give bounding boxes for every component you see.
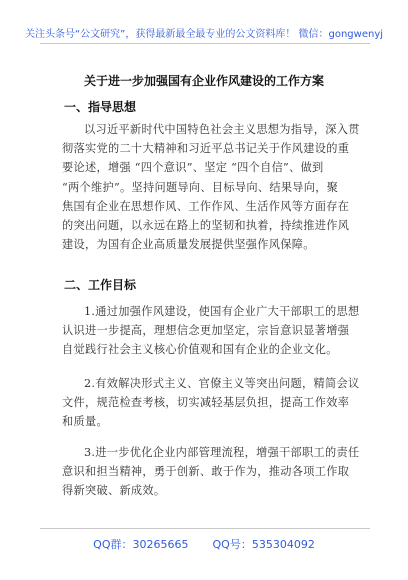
qq-number: 535304092	[251, 538, 315, 551]
paragraph-line: 自觉践行社会主义核心价值观和国有企业的企业文化。	[62, 343, 338, 357]
qq-number-label: QQ号：	[212, 538, 252, 551]
document-title: 关于进一步加强国有企业作风建设的工作方案	[83, 74, 324, 88]
footer	[0, 536, 408, 552]
qq-group-number: 30265665	[132, 538, 189, 551]
paragraph-line: 以习近平新时代中国特色社会主义思想为指导，深入贯	[84, 123, 360, 136]
paragraph-line: 的突出问题，以永远在路上的坚韧和执着，持续推进作风	[62, 219, 350, 233]
paragraph-line: 2.有效解决形式主义、官僚主义等突出问题，精简会议	[84, 377, 360, 390]
paragraph	[62, 374, 360, 432]
paragraph-line: 1.通过加强作风建设，使国有企业广大干部职工的思想	[84, 305, 360, 318]
paragraph	[62, 302, 360, 360]
top-banner: 关注头条号“公文研究”，获得最新最全最专业的公文资料库！ 微信：gongwenyj	[24, 29, 384, 40]
paragraph-line: 彻落实党的二十大精神和习近平总书记关于作风建设的重	[62, 142, 350, 156]
section-heading-work-goals: 二、工作目标	[64, 278, 137, 292]
paragraph-line: 3.进一步优化企业内部管理流程，增强干部职工的责任	[84, 446, 360, 459]
paragraph-line: 认识进一步提高，理想信念更加坚定，宗旨意识显著增强	[62, 324, 350, 338]
paragraph-line: 得新突破、新成效。	[62, 484, 166, 498]
paragraph-line: 建设，为国有企业高质量发展提供坚强作风保障。	[62, 238, 315, 252]
paragraph	[62, 443, 360, 501]
section-heading-guiding-ideology: 一、指导思想	[64, 100, 137, 114]
paragraph-line: 和质量。	[62, 415, 108, 429]
footer-divider	[40, 528, 370, 529]
paragraph-line: “两个维护”。坚持问题导向、目标导向、结果导向，聚	[62, 180, 339, 194]
paragraph-line: 意识和担当精神，勇于创新、敢于作为，推动各项工作取	[62, 465, 350, 479]
paragraph-line: 焦国有企业在思想作风、工作作风、生活作风等方面存在	[62, 199, 350, 213]
paragraph-line: 要论述，增强 “四个意识”、坚定 “四个自信”、做到	[62, 161, 324, 175]
paragraph-line: 文件，规范检查考核，切实减轻基层负担，提高工作效率	[62, 396, 350, 410]
qq-group-label: QQ群：	[93, 538, 133, 551]
banner-divider	[40, 43, 370, 44]
paragraph	[62, 120, 360, 254]
